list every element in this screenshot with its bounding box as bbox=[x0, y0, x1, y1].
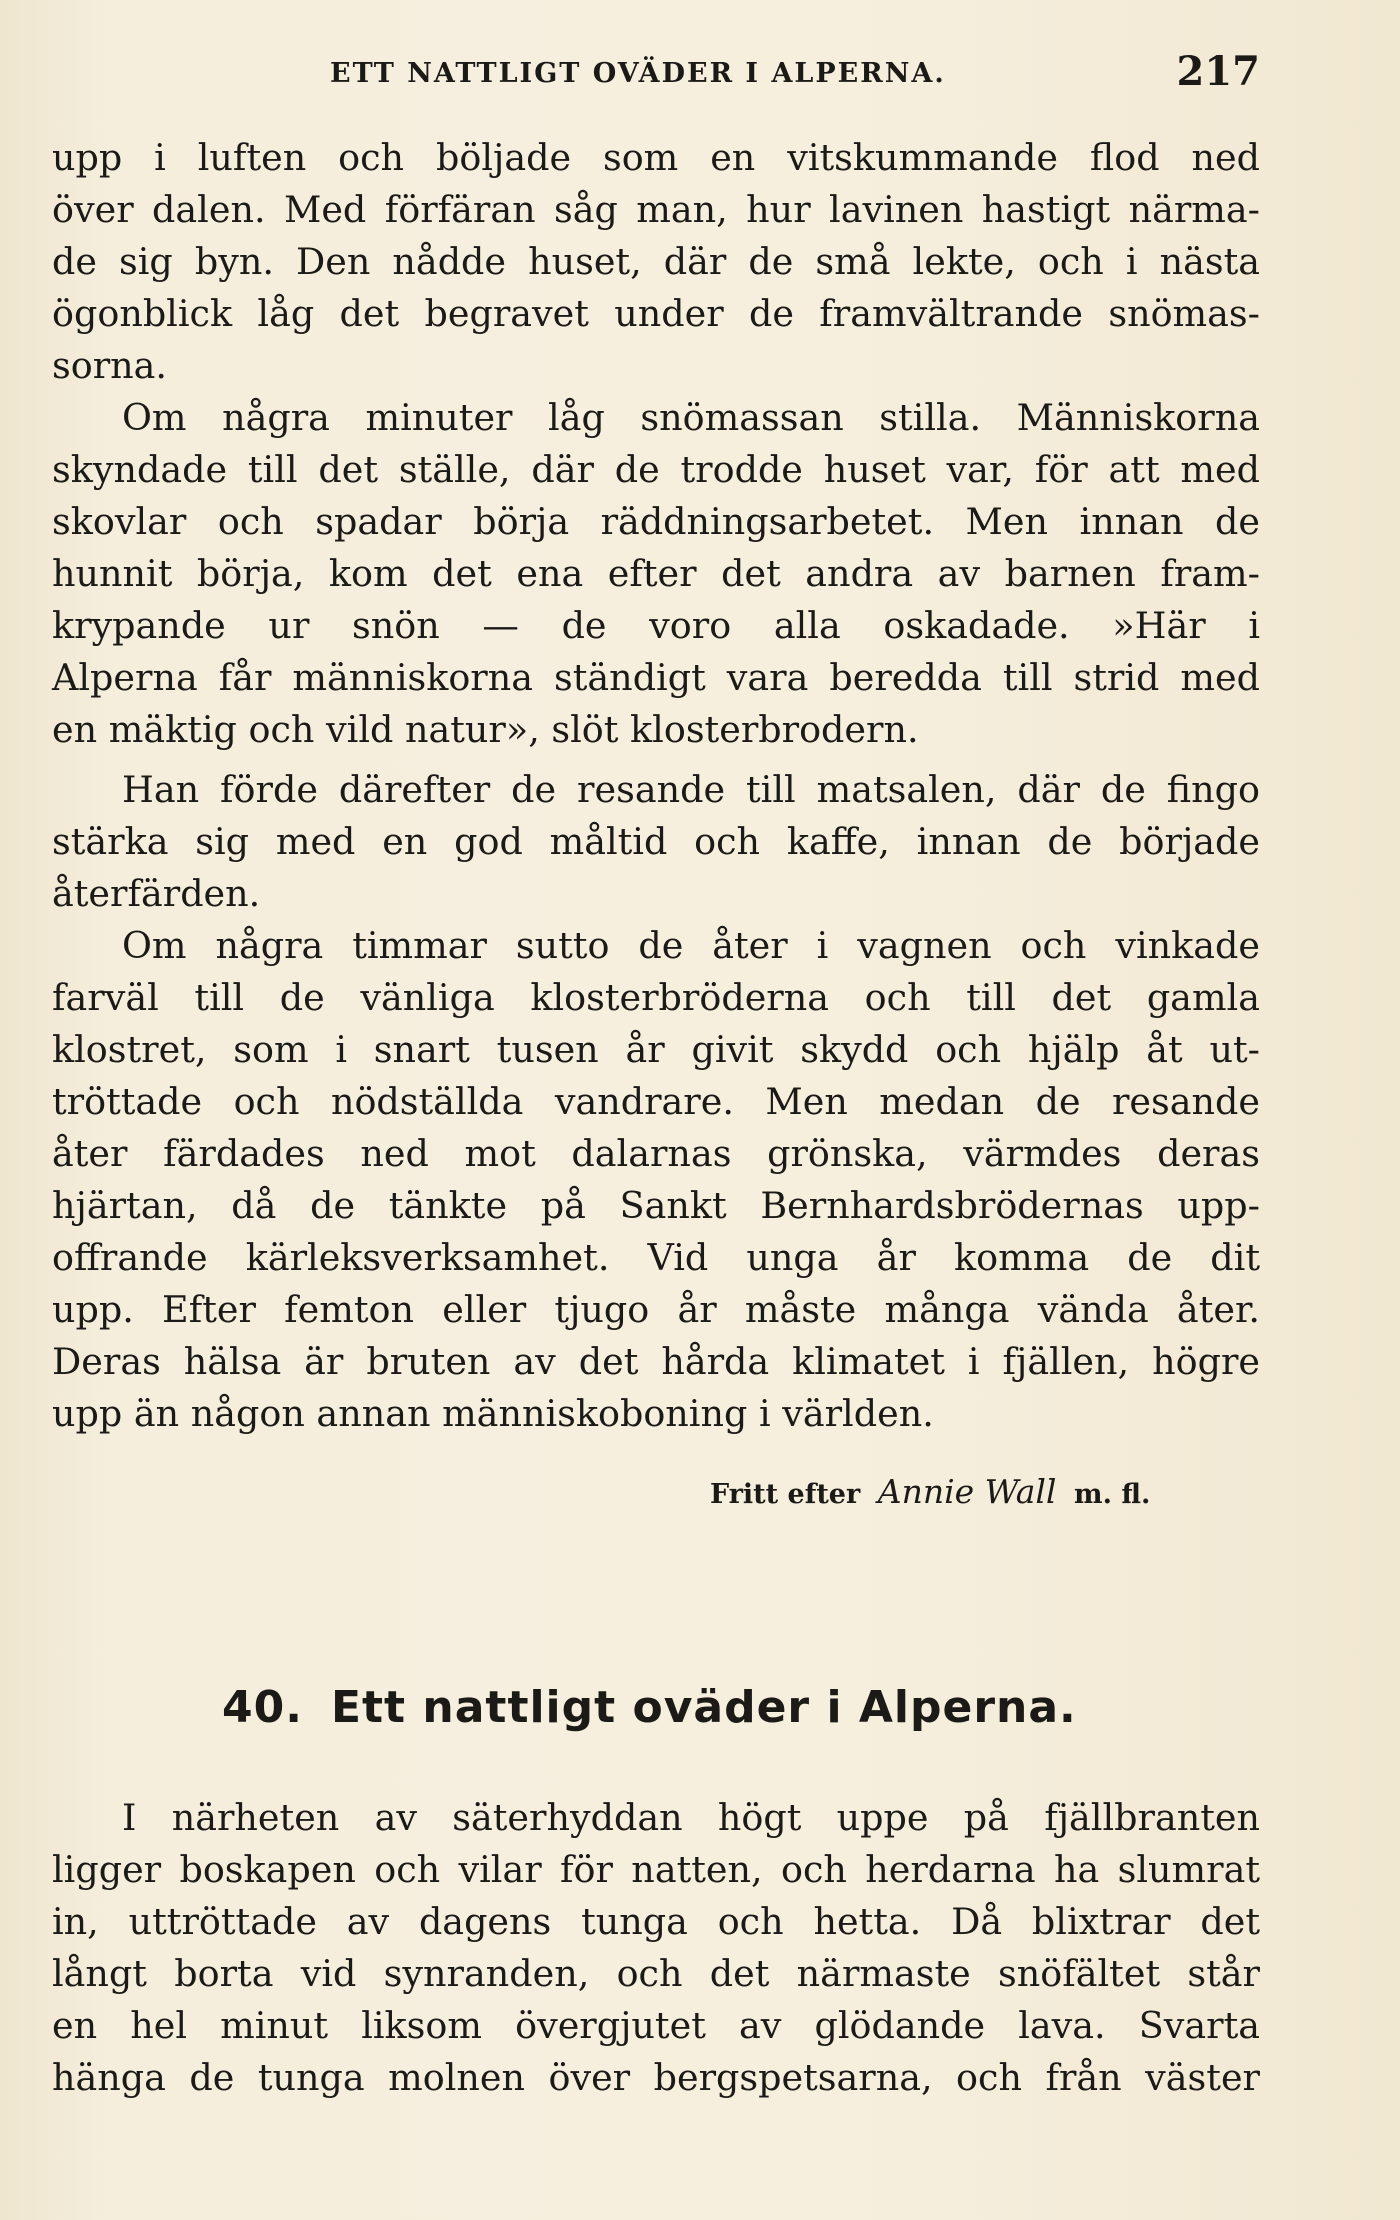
text-line: över dalen. Med förfäran såg man, hur lavinen hastigt närma- bbox=[52, 188, 1260, 231]
text-line: offrande kärleksverksamhet. Vid unga år komma de dit bbox=[52, 1236, 1260, 1279]
running-title: ETT NATTLIGT OVÄDER I ALPERNA. bbox=[330, 58, 946, 89]
text-line: en hel minut liksom övergjutet av glödande lava. Svarta bbox=[52, 2004, 1260, 2047]
attribution-author: Annie Wall bbox=[877, 1472, 1057, 1511]
text-line: hjärtan, då de tänkte på Sankt Bernhardsbrödernas upp- bbox=[52, 1184, 1260, 1227]
text-line: Deras hälsa är bruten av det hårda klimatet i fjällen, högre bbox=[52, 1340, 1260, 1383]
running-header bbox=[330, 48, 1260, 98]
text-line: skyndade till det ställe, där de trodde huset var, för att med bbox=[52, 448, 1260, 491]
section-title: Ett nattligt oväder i Alperna. bbox=[330, 1682, 1077, 1733]
text-line: krypande ur snön — de voro alla oskadade. »Här i bbox=[52, 604, 1260, 647]
paragraph-block-4 bbox=[52, 1792, 1260, 2104]
attribution bbox=[710, 1472, 1150, 1511]
text-line: upp än någon annan människoboning i världen. bbox=[52, 1392, 934, 1435]
page-number: 217 bbox=[1176, 48, 1260, 95]
text-line: sorna. bbox=[52, 344, 168, 387]
text-line: stärka sig med en god måltid och kaffe, innan de började bbox=[52, 820, 1260, 863]
text-line: hunnit börja, kom det ena efter det andra av barnen fram- bbox=[52, 552, 1260, 595]
text-line: ligger boskapen och vilar för natten, och herdarna ha slumrat bbox=[52, 1848, 1260, 1891]
attribution-suffix: m. fl. bbox=[1074, 1479, 1151, 1510]
text-line: ögonblick låg det begravet under de framvältrande snömas- bbox=[52, 292, 1260, 335]
text-line: hänga de tunga molnen över bergspetsarna, och från väster bbox=[52, 2056, 1260, 2099]
text-line: Om några timmar sutto de åter i vagnen och vinkade bbox=[122, 924, 1260, 967]
text-line: Alperna får människorna ständigt vara beredda till strid med bbox=[52, 656, 1260, 699]
paragraph-block-2 bbox=[52, 764, 1260, 920]
text-line: in, uttröttade av dagens tunga och hetta. Då blixtrar det bbox=[52, 1900, 1260, 1943]
paragraph-block-3 bbox=[52, 920, 1260, 1440]
text-line: klostret, som i snart tusen år givit skydd och hjälp åt ut- bbox=[52, 1028, 1260, 1071]
text-line: I närheten av säterhyddan högt uppe på fjällbranten bbox=[122, 1796, 1260, 1839]
text-line: skovlar och spadar börja räddningsarbetet. Men innan de bbox=[52, 500, 1260, 543]
text-line: farväl till de vänliga klosterbröderna och till det gamla bbox=[52, 976, 1260, 1019]
text-line: upp. Efter femton eller tjugo år måste många vända åter. bbox=[52, 1288, 1260, 1331]
text-line: åter färdades ned mot dalarnas grönska, värmdes deras bbox=[52, 1132, 1260, 1175]
section-number: 40. bbox=[222, 1682, 303, 1733]
paragraph-block-1 bbox=[52, 132, 1260, 756]
text-line: en mäktig och vild natur», slöt klosterbrodern. bbox=[52, 708, 919, 751]
text-line: långt borta vid synranden, och det närmaste snöfältet står bbox=[52, 1952, 1260, 1995]
attribution-prefix: Fritt efter bbox=[710, 1479, 861, 1510]
text-line: upp i luften och böljade som en vitskummande flod ned bbox=[52, 136, 1260, 179]
text-line: återfärden. bbox=[52, 872, 261, 915]
text-line: Om några minuter låg snömassan stilla. Människorna bbox=[122, 396, 1260, 439]
text-line: Han förde därefter de resande till matsalen, där de fingo bbox=[122, 768, 1260, 811]
text-line: tröttade och nödställda vandrare. Men medan de resande bbox=[52, 1080, 1260, 1123]
section-heading bbox=[222, 1682, 1077, 1733]
text-line: de sig byn. Den nådde huset, där de små lekte, och i nästa bbox=[52, 240, 1260, 283]
